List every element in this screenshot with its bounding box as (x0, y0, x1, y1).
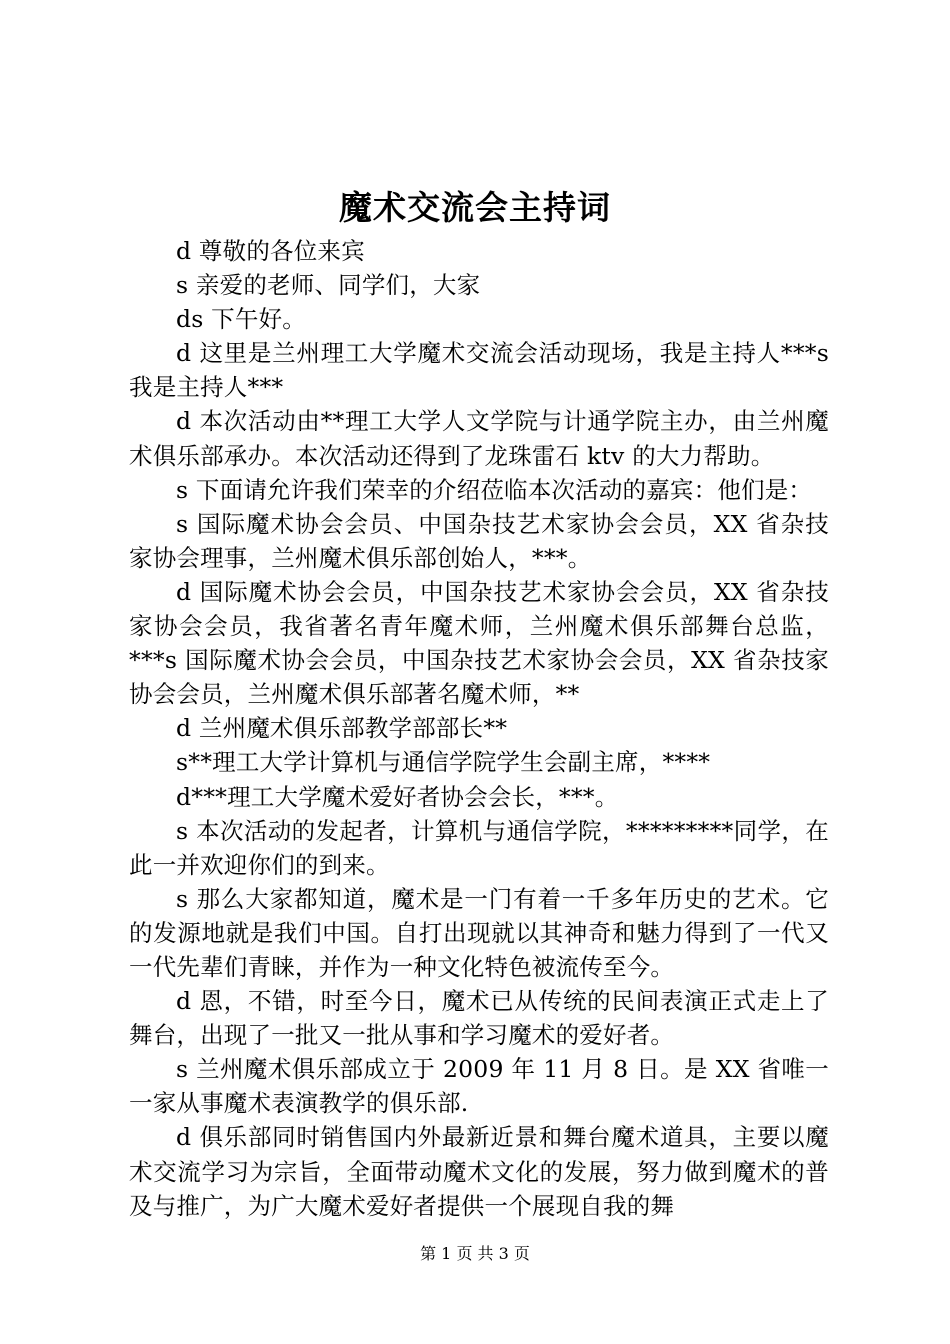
paragraph: d 俱乐部同时销售国内外最新近景和舞台魔术道具，主要以魔术交流学习为宗旨，全面带动魔术文化的发展，努力做到魔术的普及与推广，为广大魔术爱好者提供一个展现自我的舞 (129, 1123, 829, 1220)
document-body (129, 234, 829, 1223)
paragraph: s 本次活动的发起者，计算机与通信学院，*********同学，在此一并欢迎你们的到来。 (129, 816, 829, 879)
paragraph: s 下面请允许我们荣幸的介绍莅临本次活动的嘉宾：他们是： (176, 475, 813, 504)
paragraph: d 这里是兰州理工大学魔术交流会活动现场，我是主持人***s 我是主持人*** (129, 339, 829, 402)
document-title: 魔术交流会主持词 (339, 188, 611, 227)
paragraph: ds 下午好。 (176, 305, 306, 334)
paragraph: s**理工大学计算机与通信学院学生会副主席，**** (176, 748, 711, 777)
paragraph: s 那么大家都知道，魔术是一门有着一千多年历史的艺术。它的发源地就是我们中国。自打出现就以其神奇和魅力得到了一代又一代先辈们青睐，并作为一种文化特色被流传至今。 (129, 884, 829, 981)
paragraph: d 本次活动由**理工大学人文学院与计通学院主办，由兰州魔术俱乐部承办。本次活动还得到了龙珠雷石 ktv 的大力帮助。 (129, 407, 829, 470)
paragraph: s 国际魔术协会会员、中国杂技艺术家协会会员，XX 省杂技家协会理事，兰州魔术俱乐部创始人，***。 (129, 509, 829, 572)
page-number-footer: 第 1 页 共 3 页 (420, 1244, 530, 1263)
paragraph: d 兰州魔术俱乐部教学部部长** (176, 714, 508, 743)
paragraph: d 恩，不错，时至今日，魔术已从传统的民间表演正式走上了舞台，出现了一批又一批从事和学习魔术的爱好者。 (129, 987, 829, 1050)
paragraph: d 国际魔术协会会员，中国杂技艺术家协会会员，XX 省杂技家协会会员，我省著名青年魔术师，兰州魔术俱乐部舞台总监，***s 国际魔术协会会员，中国杂技艺术家协会会员，XX 省杂技家协会会员，兰州魔术俱乐部著名魔术师，** (129, 577, 829, 709)
paragraph: d***理工大学魔术爱好者协会会长，***。 (176, 782, 619, 811)
paragraph: d 尊敬的各位来宾 (176, 237, 365, 265)
paragraph: s 兰州魔术俱乐部成立于 2009 年 11 月 8 日。是 XX 省唯一一家从事魔术表演教学的俱乐部. (129, 1055, 829, 1118)
paragraph: s 亲爱的老师、同学们，大家 (176, 271, 481, 300)
